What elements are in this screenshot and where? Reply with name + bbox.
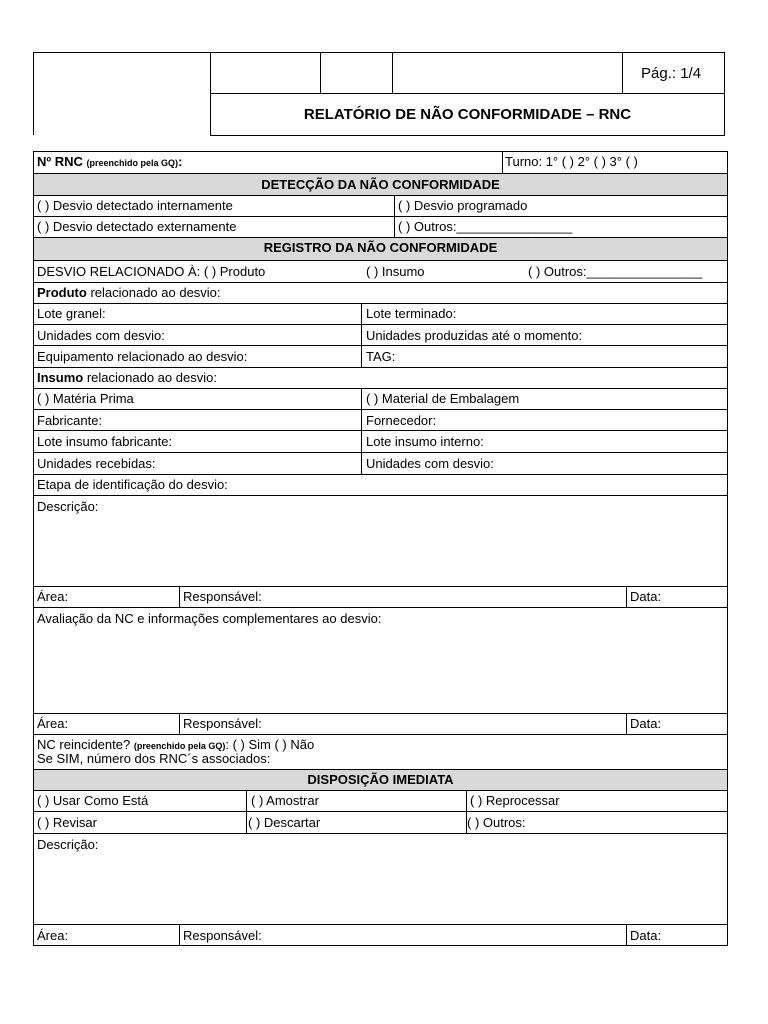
insumo-rest: relacionado ao desvio: — [83, 370, 217, 385]
checkbox-materia-prima[interactable]: ( ) Matéria Prima — [37, 391, 134, 406]
etapa-field[interactable]: Etapa de identificação do desvio: — [37, 477, 228, 492]
sig3-div-1 — [179, 924, 180, 945]
avaliacao-label: Avaliação da NC e informações complementares ao desvio: — [37, 611, 382, 626]
tag-field[interactable]: TAG: — [366, 349, 396, 364]
unidades-produzidas-field[interactable]: Unidades produzidas até o momento: — [366, 328, 583, 343]
disposicao-row-2 — [33, 811, 728, 834]
reincidente-options: : ( ) Sim ( ) Não — [225, 737, 315, 752]
sig1-div-2 — [626, 586, 627, 607]
checkbox-desvio-programado[interactable]: ( ) Desvio programado — [398, 198, 528, 213]
turno-field[interactable]: Turno: 1° ( ) 2° ( ) 3° ( ) — [505, 154, 638, 169]
checkbox-outros-disposicao[interactable]: ( ) Outros: — [467, 815, 526, 830]
responsavel-field-3[interactable]: Responsável: — [183, 928, 262, 943]
data-field-3[interactable]: Data: — [630, 928, 662, 943]
header-mid-line — [210, 93, 725, 94]
fabricante-field[interactable]: Fabricante: — [37, 413, 103, 428]
header-div-line-4 — [622, 52, 623, 93]
sig1-div-1 — [179, 586, 180, 607]
page-number: Pág.: 1/4 — [641, 65, 702, 82]
responsavel-field-1[interactable]: Responsável: — [183, 589, 262, 604]
produto-rest: relacionado ao desvio: — [86, 285, 221, 300]
descricao-box-2[interactable] — [33, 833, 728, 925]
checkbox-desvio-externo[interactable]: ( ) Desvio detectado externamente — [37, 219, 237, 234]
descricao-box[interactable] — [33, 495, 728, 587]
produto-relacionado-label — [37, 286, 221, 299]
checkbox-amostrar[interactable]: ( ) Amostrar — [251, 793, 319, 808]
checkbox-insumo[interactable]: ( ) Insumo — [366, 264, 425, 279]
rnc-divider — [502, 151, 503, 174]
checkbox-material-embalagem[interactable]: ( ) Material de Embalagem — [366, 391, 520, 406]
sig2-div-2 — [626, 713, 627, 734]
unidades-desvio-field[interactable]: Unidades com desvio: — [37, 328, 165, 343]
checkbox-revisar[interactable]: ( ) Revisar — [37, 815, 97, 830]
area-field-1[interactable]: Área: — [37, 589, 69, 604]
equipamento-field[interactable]: Equipamento relacionado ao desvio: — [37, 349, 248, 364]
reincidente-note: (preenchido pela GQ) — [133, 741, 226, 751]
signature-row-1 — [33, 586, 728, 608]
insumo-divider — [361, 388, 362, 474]
checkbox-outros-deteccao[interactable]: ( ) Outros:________________ — [398, 219, 573, 234]
lote-insumo-interno-field[interactable]: Lote insumo interno: — [366, 434, 484, 449]
header-left-line — [33, 52, 34, 135]
unidades-recebidas-field[interactable]: Unidades recebidas: — [37, 456, 156, 471]
produto-divider — [361, 303, 362, 367]
data-field-2[interactable]: Data: — [630, 716, 662, 731]
rnc-label: Nº RNC — [37, 154, 83, 169]
rnc-number-field[interactable] — [37, 155, 182, 168]
disposicao-title: DISPOSIÇÃO IMEDIATA — [307, 772, 454, 787]
fornecedor-field[interactable]: Fornecedor: — [366, 413, 437, 428]
deteccao-divider — [394, 195, 395, 237]
checkbox-desvio-interno[interactable]: ( ) Desvio detectado internamente — [37, 198, 233, 213]
insumo-bold: Insumo — [37, 370, 84, 385]
signature-row-3 — [33, 924, 728, 946]
checkbox-outros-registro[interactable]: ( ) Outros:________________ — [528, 264, 703, 279]
header-right-line — [724, 52, 725, 136]
deteccao-title: DETECÇÃO DA NÃO CONFORMIDADE — [261, 177, 500, 192]
header-bottom-line — [210, 135, 725, 136]
produto-bold: Produto — [37, 285, 87, 300]
se-sim-field[interactable]: Se SIM, número dos RNC´s associados: — [37, 751, 271, 766]
data-field-1[interactable]: Data: — [630, 589, 662, 604]
rnc-note: (preenchido pela GQ) — [86, 158, 179, 168]
sig3-div-2 — [626, 924, 627, 945]
checkbox-usar-como-esta[interactable]: ( ) Usar Como Está — [37, 793, 149, 808]
descricao-label-2: Descrição: — [37, 837, 99, 852]
disposicao-div-1 — [246, 790, 247, 833]
reincidente-label: NC reincidente? — [37, 737, 131, 752]
unidades-com-desvio-field[interactable]: Unidades com desvio: — [366, 456, 494, 471]
lote-insumo-fabricante-field[interactable]: Lote insumo fabricante: — [37, 434, 173, 449]
area-field-2[interactable]: Área: — [37, 716, 69, 731]
rnc-colon: : — [178, 154, 183, 169]
area-field-3[interactable]: Área: — [37, 928, 69, 943]
header-div-line-2 — [320, 52, 321, 93]
header-div-line-3 — [392, 52, 393, 93]
lote-granel-field[interactable]: Lote granel: — [37, 306, 106, 321]
lote-terminado-field[interactable]: Lote terminado: — [366, 306, 457, 321]
registro-title: REGISTRO DA NÃO CONFORMIDADE — [263, 240, 498, 255]
checkbox-descartar[interactable]: ( ) Descartar — [248, 815, 321, 830]
signature-row-2 — [33, 713, 728, 735]
sig2-div-1 — [179, 713, 180, 734]
page-title: RELATÓRIO DE NÃO CONFORMIDADE – RNC — [303, 106, 632, 123]
insumo-relacionado-label — [37, 371, 217, 384]
header-div-line-1 — [210, 52, 211, 136]
checkbox-produto[interactable]: DESVIO RELACIONADO À: ( ) Produto — [37, 264, 266, 279]
reincidente-field[interactable] — [37, 738, 314, 751]
responsavel-field-2[interactable]: Responsável: — [183, 716, 262, 731]
checkbox-reprocessar[interactable]: ( ) Reprocessar — [470, 793, 560, 808]
descricao-label: Descrição: — [37, 499, 99, 514]
